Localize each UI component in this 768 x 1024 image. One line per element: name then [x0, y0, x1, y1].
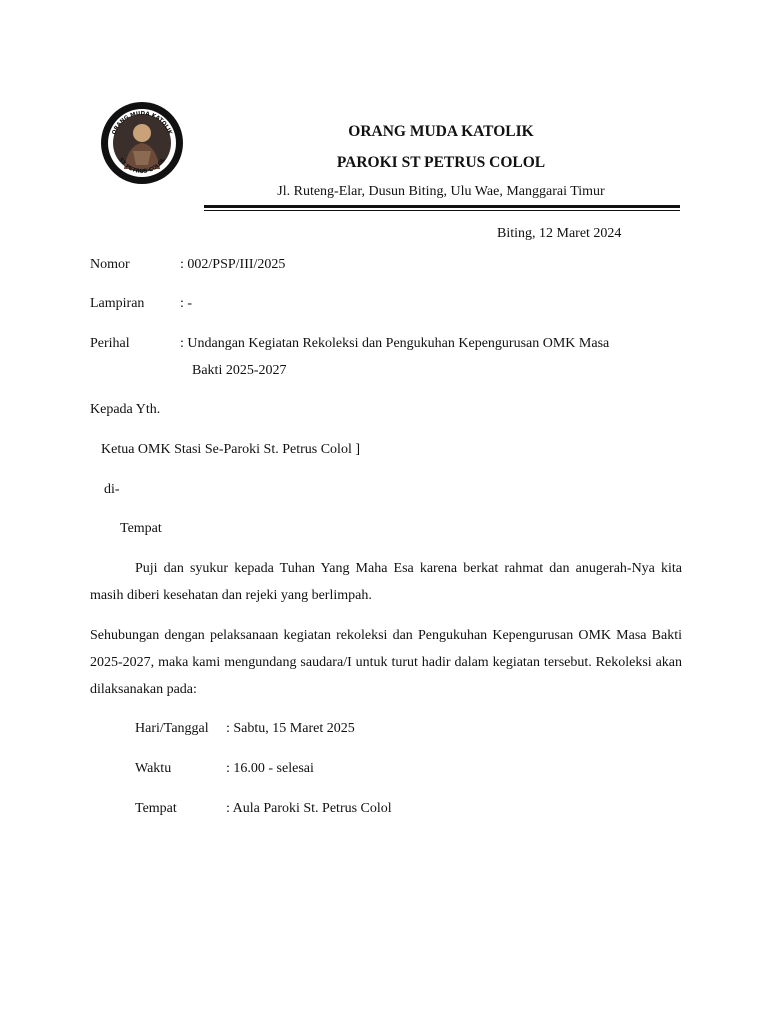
nomor-value: : 002/PSP/III/2025	[180, 257, 286, 272]
body-paragraph-2: Sehubungan dengan pelaksanaan kegiatan rekoleksi dan Pengukuhan Kepengurusan OMK Masa Bakti 2025-2027, maka kami mengundang saudara/I untuk turut hadir dalam kegiatan tersebut. Rekoleksi akan dilaksanakan pada:	[90, 628, 682, 697]
svg-text:ORANG MUDA KATOLIK: ORANG MUDA KATOLIK	[111, 110, 173, 136]
recipient-di: di-	[104, 482, 120, 497]
letterhead-divider-thick	[204, 205, 680, 208]
parish-logo	[100, 101, 184, 185]
lampiran-label: Lampiran	[90, 296, 145, 311]
lampiran-value: : -	[180, 296, 193, 311]
body-paragraph-1: Puji dan syukur kepada Tuhan Yang Maha Esa karena berkat rahmat dan anugerah-Nya kita masih diberi kesehatan dan rejeki yang berlimpah.	[90, 561, 682, 603]
recipient-place: Tempat	[120, 521, 162, 536]
organization-name: ORANG MUDA KATOLIK	[348, 123, 534, 140]
detail-time-label: Waktu	[135, 761, 172, 776]
perihal-label: Perihal	[90, 336, 130, 351]
nomor-label: Nomor	[90, 257, 130, 272]
salutation: Kepada Yth.	[90, 402, 161, 417]
perihal-value-line1: : Undangan Kegiatan Rekoleksi dan Pengukuhan Kepengurusan OMK Masa	[180, 336, 610, 351]
letterhead-divider-thin	[204, 210, 680, 211]
detail-place-value: : Aula Paroki St. Petrus Colol	[226, 801, 392, 816]
recipient-name: Ketua OMK Stasi Se-Paroki St. Petrus Colol ]	[101, 442, 360, 457]
detail-date-value: : Sabtu, 15 Maret 2025	[226, 721, 355, 736]
perihal-value-line2: Bakti 2025-2027	[192, 363, 287, 378]
svg-text:ST PETRUS COLOL: ST PETRUS COLOL	[117, 157, 167, 176]
detail-time-value: : 16.00 - selesai	[226, 761, 314, 776]
address: Jl. Ruteng-Elar, Dusun Biting, Ulu Wae, Manggarai Timur	[277, 184, 605, 199]
detail-date-label: Hari/Tanggal	[135, 721, 209, 736]
detail-place-label: Tempat	[135, 801, 177, 816]
letter-date: Biting, 12 Maret 2024	[497, 226, 622, 241]
parish-name: PAROKI ST PETRUS COLOL	[336, 154, 546, 171]
